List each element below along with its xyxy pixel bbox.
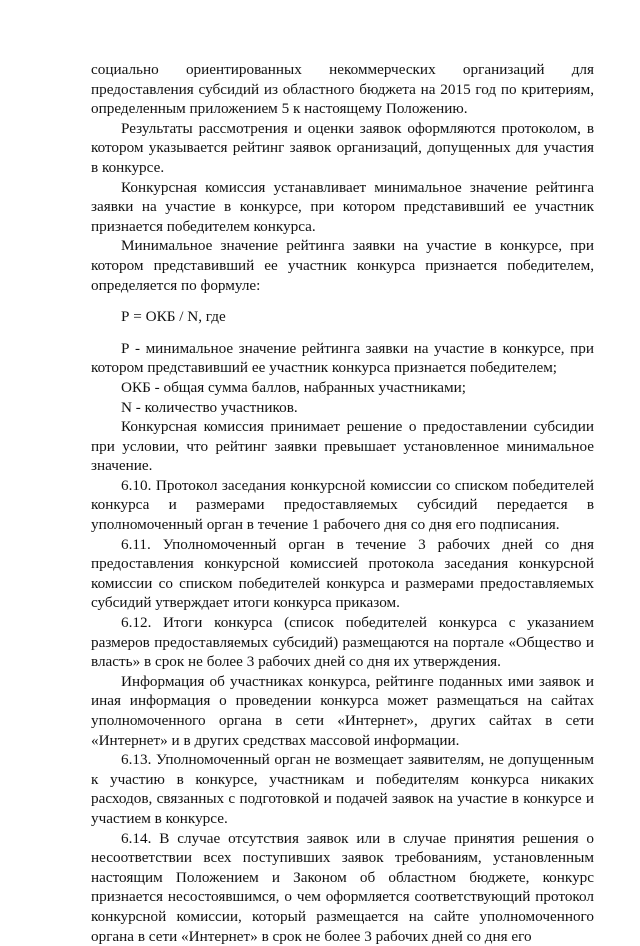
paragraph-decision: Конкурсная комиссия принимает решение о предоставлении субсидии при условии, что рейтинг заявки превышает установленное минимальное значение. bbox=[91, 418, 594, 475]
paragraph-p-definition: Р - минимальное значение рейтинга заявки на участие в конкурсе, при котором представивший ее участник конкурса признается победителем; bbox=[91, 339, 594, 377]
spacer bbox=[91, 295, 594, 307]
paragraph-participants-info: Информация об участниках конкурса, рейтинге поданных ими заявок и иная информация о проведении конкурса может размещаться на сайтах уполномоченного органа в сети «Интернет», других сайтах в сети «Интернет» и в других средствах массовой информации. bbox=[91, 672, 594, 749]
paragraph-min-rating: Конкурсная комиссия устанавливает минимальное значение рейтинга заявки на участие в конкурсе, при котором представивший ее участник признается победителем конкурса. bbox=[91, 178, 594, 235]
paragraph-continuation: социально ориентированных некоммерческих организаций для предоставления субсидий из областного бюджета на 2015 год по критериям, определенным приложением 5 к настоящему Положению. bbox=[91, 61, 594, 118]
clause-6-11: 6.11. Уполномоченный орган в течение 3 рабочих дней со дня предоставления конкурсной комиссией протокола заседания конкурсной комиссии со списком победителей конкурса и размерами предоставляемых субсидий утверждает итоги конкурса приказом. bbox=[91, 535, 594, 612]
paragraph-formula-intro: Минимальное значение рейтинга заявки на участие в конкурсе, при котором представивший ее участник конкурса признается победителем, определяется по формуле: bbox=[91, 237, 594, 294]
clause-6-12: 6.12. Итоги конкурса (список победителей конкурса с указанием размеров предоставляемых субсидий) размещаются на портале «Общество и власть» в срок не более 3 рабочих дней со дня их утверждения. bbox=[91, 614, 594, 671]
clause-6-10: 6.10. Протокол заседания конкурсной комиссии со списком победителей конкурса и размерами предоставляемых субсидий передается в уполномоченный орган в течение 1 рабочего дня со дня его подписания. bbox=[91, 476, 594, 534]
spacer bbox=[91, 327, 594, 339]
paragraph-results: Результаты рассмотрения и оценки заявок оформляются протоколом, в котором указывается рейтинг заявок организаций, допущенных для участия в конкурсе. bbox=[91, 119, 594, 176]
clause-6-14: 6.14. В случае отсутствия заявок или в случае принятия решения о несоответствии всех поступивших заявок требованиям, установленным настоящим Положением и Законом об областном бюджете, конкурс признается несостоявшимся, о чем оформляется соответствующий протокол конкурсной комиссии, который размещается на сайте уполномоченного органа в сети «Интернет» в срок не более 3 рабочих дней со дня его bbox=[91, 829, 594, 945]
paragraph-okb-definition: ОКБ - общая сумма баллов, набранных участниками; bbox=[121, 378, 466, 396]
clause-6-13: 6.13. Уполномоченный орган не возмещает заявителям, не допущенным к участию в конкурсе, участникам и победителям конкурса никаких расходов, связанных с подготовкой и подачей заявок на участие в конкурсе и участием в конкурсе. bbox=[91, 751, 594, 827]
paragraph-n-definition: N - количество участников. bbox=[121, 398, 298, 416]
formula: Р = ОКБ / N, где bbox=[121, 308, 226, 326]
